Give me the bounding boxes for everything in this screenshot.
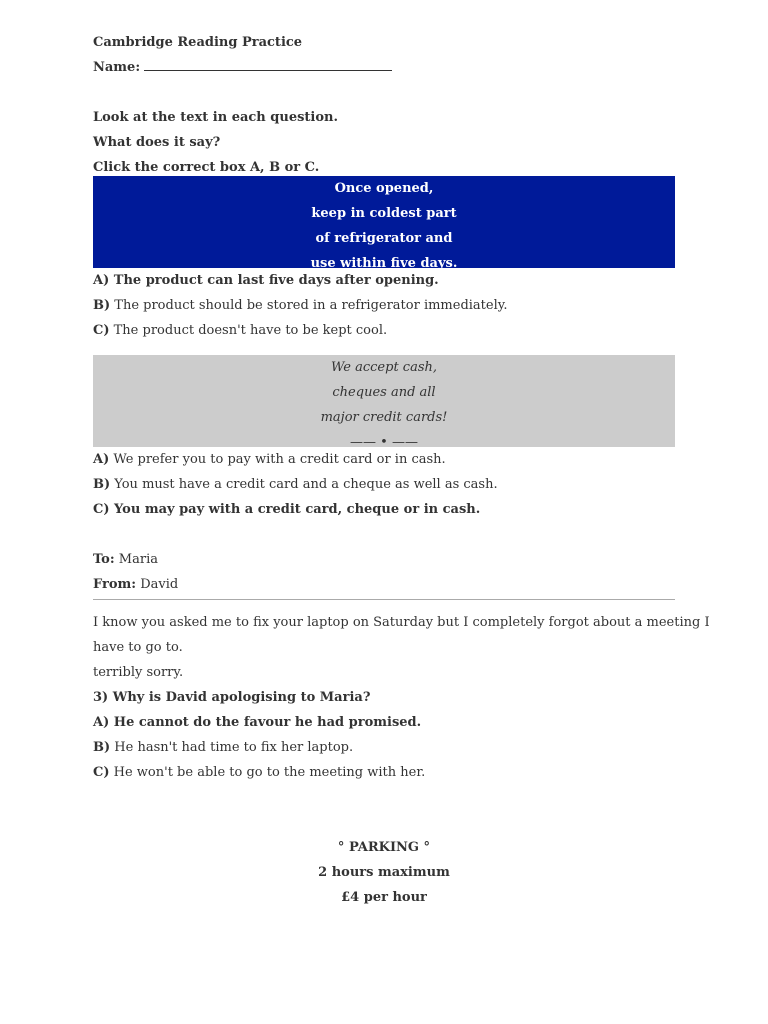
q2-option-c[interactable] xyxy=(93,497,675,522)
q3-option-b[interactable] xyxy=(93,735,675,760)
from-field xyxy=(93,572,675,597)
option-text: He won't be able to go to the meeting with her. xyxy=(113,765,426,780)
notice-line: use within five days. xyxy=(310,256,458,271)
to-field xyxy=(93,547,675,572)
from-label: From: xyxy=(93,577,137,592)
notice-payment xyxy=(93,355,675,450)
option-text: You may pay with a credit card, cheque or in cash. xyxy=(114,502,481,517)
q3-question: 3) Why is David apologising to Maria? xyxy=(93,690,371,705)
q3-option-c[interactable] xyxy=(93,760,675,785)
worksheet xyxy=(93,30,710,910)
message-divider xyxy=(93,599,675,600)
option-text: The product should be stored in a refrigerator immediately. xyxy=(114,298,508,313)
notice-line: keep in coldest part xyxy=(311,206,457,221)
option-letter: B) xyxy=(93,298,111,313)
notice-refrigerator xyxy=(93,176,675,271)
name-label: Name: xyxy=(93,60,141,75)
option-letter: C) xyxy=(93,323,110,338)
q1-option-b[interactable] xyxy=(93,293,675,318)
worksheet-title: Cambridge Reading Practice xyxy=(93,35,303,50)
notice-divider-ornament: —— • —— xyxy=(350,435,418,450)
option-letter: A) xyxy=(93,273,110,288)
option-letter: C) xyxy=(93,502,110,517)
name-field xyxy=(93,55,675,80)
parking-notice-price: £4 per hour xyxy=(341,890,427,905)
option-letter: C) xyxy=(93,765,110,780)
q2-option-a[interactable] xyxy=(93,447,675,472)
parking-notice-title: ° PARKING ° xyxy=(337,840,431,855)
q1-option-c[interactable] xyxy=(93,318,675,343)
q3-option-a[interactable] xyxy=(93,710,675,735)
q2-option-b[interactable] xyxy=(93,472,675,497)
to-value: Maria xyxy=(118,552,158,567)
option-text: We prefer you to pay with a credit card or in cash. xyxy=(113,452,446,467)
option-letter: B) xyxy=(93,740,111,755)
message-line: have to go to. xyxy=(93,640,183,655)
option-letter: A) xyxy=(93,452,110,467)
option-letter: A) xyxy=(93,715,110,730)
option-text: He hasn't had time to fix her laptop. xyxy=(114,740,354,755)
instruction-3: Click the correct box A, B or C. xyxy=(93,160,320,175)
from-value: David xyxy=(140,577,179,592)
notice-line: major credit cards! xyxy=(320,410,448,425)
instruction-2: What does it say? xyxy=(93,135,221,150)
instruction-1: Look at the text in each question. xyxy=(93,110,339,125)
name-input-line[interactable] xyxy=(144,58,392,71)
message-line: terribly sorry. xyxy=(93,665,184,680)
notice-line: We accept cash, xyxy=(330,360,438,375)
q1-option-a[interactable] xyxy=(93,268,675,293)
notice-line: Once opened, xyxy=(334,181,434,196)
option-text: The product doesn't have to be kept cool. xyxy=(113,323,388,338)
notice-line: of refrigerator and xyxy=(315,231,453,246)
parking-notice-limit: 2 hours maximum xyxy=(318,865,450,880)
notice-line: cheques and all xyxy=(332,385,436,400)
option-text: The product can last five days after opening. xyxy=(113,273,439,288)
option-text: He cannot do the favour he had promised. xyxy=(113,715,422,730)
option-text: You must have a credit card and a cheque as well as cash. xyxy=(114,477,498,492)
message-line: I know you asked me to fix your laptop on Saturday but I completely forgot about a meeting I xyxy=(93,615,710,630)
to-label: To: xyxy=(93,552,115,567)
option-letter: B) xyxy=(93,477,111,492)
